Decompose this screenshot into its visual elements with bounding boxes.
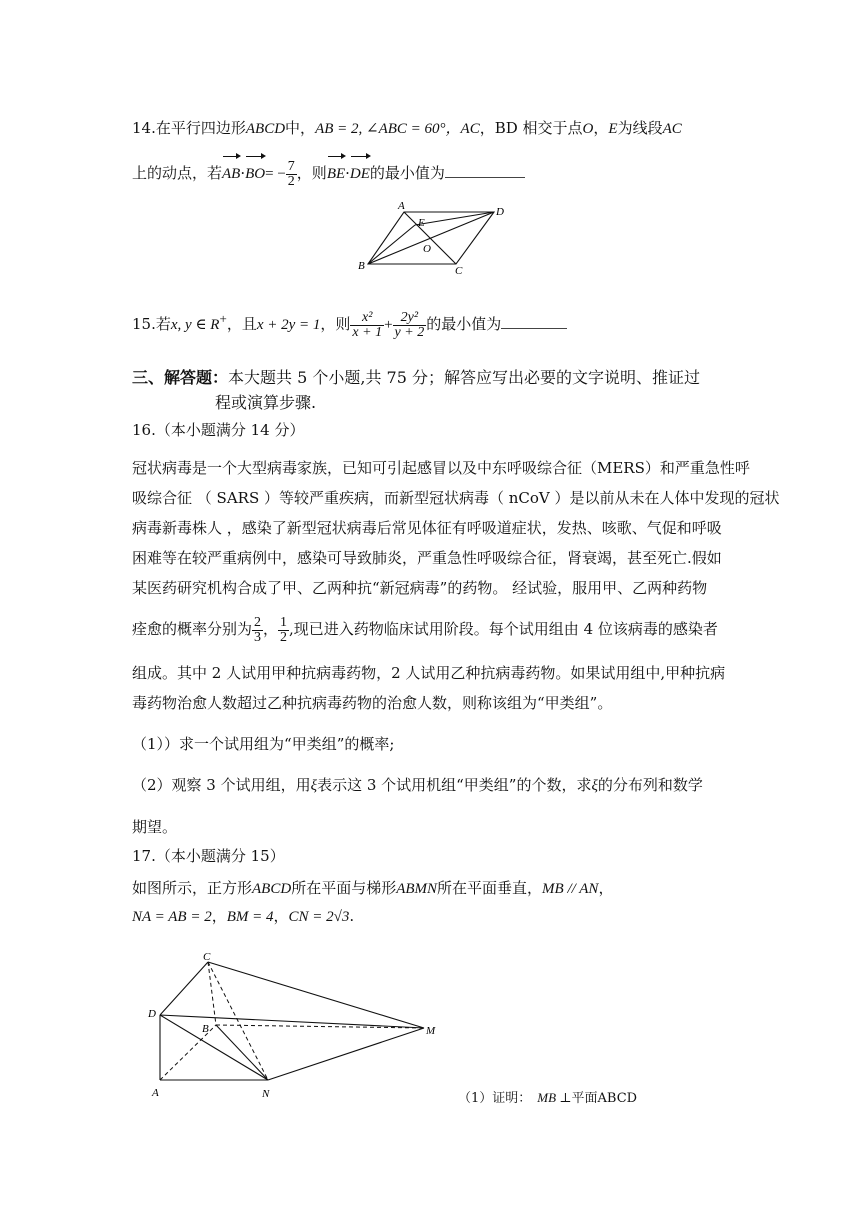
edge-bn [216, 1025, 268, 1080]
segment-de [415, 212, 494, 225]
q15-line: 15.若x, y ∈ R+，且x + 2y = 1，则 $\frac{\text{x²}}{x + 1}$ + $\frac{\text{2y²}}{y + 2}$ 的最小值为 [132, 302, 567, 342]
parallelogram-figure [0, 0, 860, 290]
q14-number: 14. [132, 119, 156, 137]
q16-para-line5: 某医药研究机构合成了甲、乙两种抗“新冠病毒”的药物。 经试验，服用甲、乙两种药物 [132, 579, 708, 597]
label-c: C [455, 265, 463, 277]
label-b: B [202, 1023, 209, 1035]
edge-cm [208, 962, 424, 1028]
q16-para-line8: 毒药物治愈人数超过乙种抗病毒药物的治愈人数，则称该组为“甲类组”。 [132, 694, 613, 712]
label-o: O [423, 243, 431, 255]
edge-dn [160, 1015, 268, 1080]
q16-para-line4: 困难等在较严重病例中，感染可导致肺炎，严重急性呼吸综合征，肾衰竭，甚至死亡.假如 [132, 549, 722, 567]
q14-line1: 14.在平行四边形ABCD中，AB = 2, ∠ABC = 60°，AC，BD 相交于点O，E为线段AC [132, 119, 682, 137]
vector-bo: BO [245, 157, 265, 191]
q17-heading: 17.（本小题满分 15） [132, 847, 285, 865]
label-d: D [496, 206, 504, 218]
q16-para-line7: 组成。其中 2 人试用甲种抗病毒药物，2 人试用乙种抗病毒药物。如果试用组中,甲种抗病 [132, 664, 726, 682]
fraction-1-2: $\frac{1}{2}$ [280, 614, 288, 645]
q17-subq1: （1）证明： MB ⊥平面ABCD [458, 1090, 638, 1106]
edge-ab-hidden [160, 1025, 216, 1080]
label-c: C [203, 951, 211, 963]
q16-para-line3: 病毒新毒株人 ，感染了新型冠状病毒后常见体征有呼吸道症状，发热、咳歌、气促和呼吸 [132, 519, 722, 537]
vector-ab: AB [222, 157, 240, 191]
fraction-7-2: $\frac{7}{2}$ [287, 158, 295, 189]
fraction-2y2: $\frac{\text{2y²}}{y + 2}$ [394, 309, 425, 340]
fraction-2-3: $\frac{2}{3}$ [254, 614, 262, 645]
q16-para-line6: 痊愈的概率分别为 $\frac{2}{3}$ ， $\frac{1}{2}$ ,现已进入药物临床试用阶段。每个试用组由 4 位该病毒的感染者 [132, 614, 718, 645]
section3-desc2: 程或演算步骤. [215, 393, 317, 412]
vector-be: BE [327, 157, 345, 191]
edge-cd [160, 962, 208, 1015]
q16-para-line1: 冠状病毒是一个大型病毒家族，已知可引起感冒以及中东呼吸综合征（MERS）和严重急性呼 [132, 459, 750, 477]
label-a: A [398, 200, 405, 212]
edge-cn-hidden [208, 962, 268, 1080]
label-a: A [152, 1087, 159, 1099]
q16-subq2: （2）观察 3 个试用组，用ξ表示这 3 个试用机组“甲类组”的个数，求ξ的分布列和数学 [132, 776, 703, 794]
q16-para-line2: 吸综合征 （ SARS ）等较严重疾病，而新型冠状病毒（ nCoV ）是以前从未在人体中发现的冠状 [132, 489, 780, 507]
label-n: N [262, 1088, 270, 1100]
edge-dm [160, 1015, 424, 1028]
label-b: B [358, 260, 365, 272]
label-e: E [418, 217, 425, 229]
q16-subq2-cont: 期望。 [132, 818, 178, 836]
edge-cb-hidden [208, 962, 216, 1025]
edge-bm-hidden [216, 1025, 424, 1028]
q17-line1: 如图所示，正方形ABCD所在平面与梯形ABMN所在平面垂直，MB // AN， [132, 879, 614, 897]
q16-heading: 16.（本小题满分 14 分） [132, 421, 305, 439]
section3-heading: 三、解答题：本大题共 5 个小题,共 75 分；解答应写出必要的文字说明、推证过 [132, 368, 700, 387]
fraction-x2: $\frac{\text{x²}}{x + 1}$ [352, 309, 383, 340]
label-m: M [426, 1025, 436, 1037]
q17-line2: NA = AB = 2，BM = 4，CN = 2√3. [132, 907, 355, 925]
q16-subq1: （1））求一个试用组为“甲类组”的概率; [132, 735, 395, 753]
q14-line2: 上的动点，若AB·BO= − $\frac{7}{2}$ ，则BE·DE的最小值为 [132, 156, 525, 191]
answer-blank [501, 312, 567, 329]
label-d: D [148, 1008, 156, 1020]
section3-title: 三、解答题： [132, 368, 229, 387]
edge-nm [268, 1028, 424, 1080]
vector-de: DE [350, 157, 370, 191]
